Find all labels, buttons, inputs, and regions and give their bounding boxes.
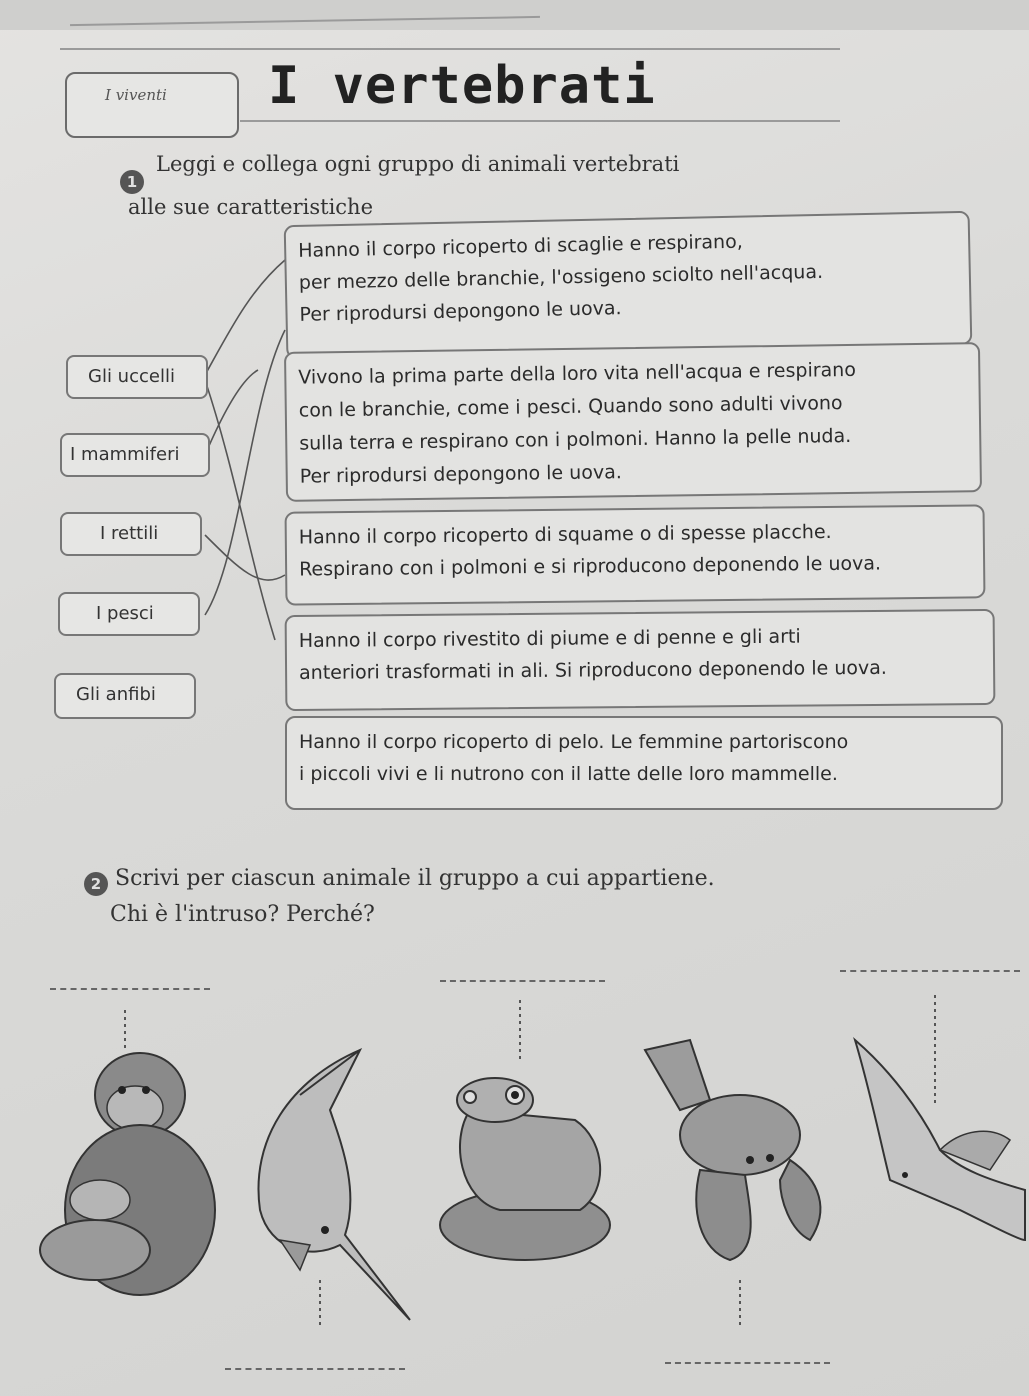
- exercise-1-number: 1: [120, 170, 144, 194]
- frog-icon: [440, 1078, 610, 1260]
- description-reptiles: [285, 504, 986, 605]
- description-line: Hanno il corpo ricoperto di pelo. Le femmine partoriscono: [299, 731, 849, 753]
- answer-line-frog[interactable]: [440, 980, 605, 982]
- description-line: Per riprodursi depongono le uova.: [299, 297, 622, 326]
- swordfish-icon: [258, 1050, 410, 1320]
- description-line: Vivono la prima parte della loro vita nell'acqua e respirano: [298, 358, 857, 389]
- exercise-1-instruction-line2: alle sue caratteristiche: [128, 195, 374, 219]
- description-line: anteriori trasformati in ali. Si riproducono deponendo le uova.: [299, 656, 887, 684]
- description-line: Respirano con i polmoni e si riproducono deponendo le uova.: [299, 552, 882, 581]
- description-line: sulla terra e respirano con i polmoni. Hanno la pelle nuda.: [299, 424, 852, 455]
- exercise-2-number: 2: [84, 872, 108, 896]
- animal-illustrations: [0, 990, 1029, 1370]
- group-label-birds: Gli uccelli: [66, 355, 208, 399]
- page-title: I vertebrati: [268, 56, 656, 116]
- description-line: i piccoli vivi e li nutrono con il latte delle loro mammelle.: [299, 763, 838, 785]
- bird-icon: [855, 1040, 1025, 1240]
- group-label-fish: I pesci: [58, 592, 200, 636]
- group-label-amphibians: Gli anfibi: [54, 673, 196, 719]
- description-line: Hanno il corpo ricoperto di squame o di spesse placche.: [298, 520, 832, 549]
- description-fish: [284, 211, 973, 359]
- description-line: con le branchie, come i pesci. Quando sono adulti vivono: [298, 392, 843, 422]
- exercise-2-instruction-line2: Chi è l'intruso? Perché?: [110, 902, 375, 927]
- description-line: Per riprodursi depongono le uova.: [299, 461, 622, 488]
- description-line: per mezzo delle branchie, l'ossigeno sciolto nell'acqua.: [298, 260, 824, 294]
- monkey-icon: [40, 1053, 215, 1295]
- exercise-1-instruction-line1: Leggi e collega ogni gruppo di animali vertebrati: [156, 152, 680, 176]
- connection-line[interactable]: [205, 535, 285, 580]
- group-label-reptiles: I rettili: [60, 512, 202, 556]
- description-amphibians: [284, 342, 982, 502]
- answer-line-bird[interactable]: [840, 970, 1020, 972]
- description-mammals: [285, 716, 1003, 810]
- connection-line[interactable]: [205, 380, 275, 640]
- description-birds: [285, 609, 996, 711]
- connection-line[interactable]: [205, 370, 258, 455]
- lobster-icon: [645, 1040, 820, 1260]
- group-label-mammals: I mammiferi: [60, 433, 210, 477]
- section-tab-label: I viventi: [105, 86, 167, 104]
- exercise-2-instruction-line1: Scrivi per ciascun animale il gruppo a cui appartiene.: [115, 866, 715, 891]
- description-line: Hanno il corpo rivestito di piume e di penne e gli arti: [298, 625, 801, 652]
- description-line: Hanno il corpo ricoperto di scaglie e respirano,: [297, 230, 744, 262]
